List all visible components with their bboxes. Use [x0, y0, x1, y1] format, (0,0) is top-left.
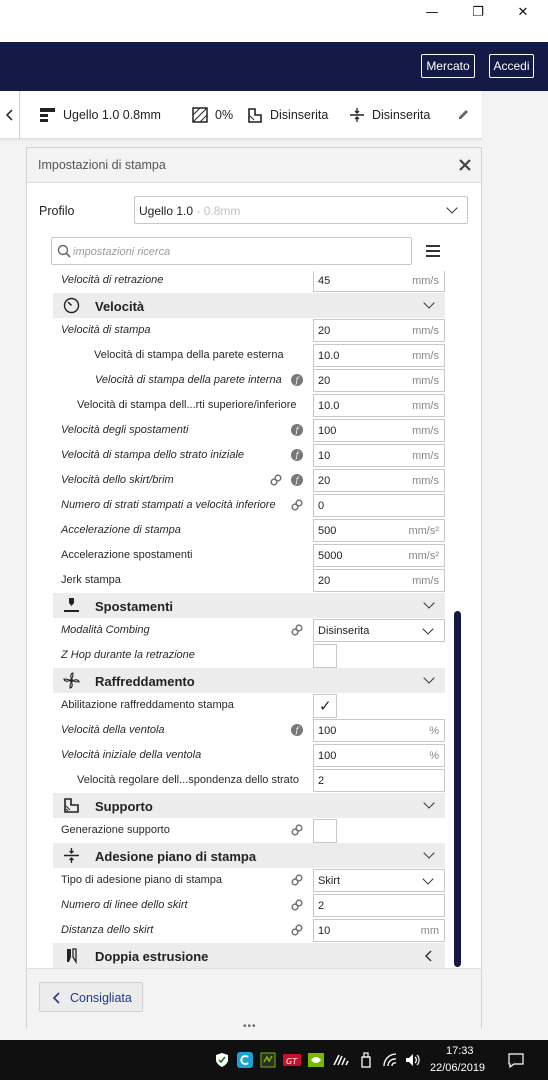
setting-label: Velocità dello skirt/brim [61, 474, 174, 486]
field-value: 10 [318, 450, 331, 462]
setting-label: Numero di linee dello skirt [61, 899, 188, 911]
chevron-down-icon [422, 873, 433, 884]
setting-label: Accelerazione di stampa [61, 524, 181, 536]
print-settings-panel [26, 147, 482, 1032]
settings-list[interactable] [27, 271, 481, 968]
panel-header [27, 148, 481, 183]
link-icon[interactable] [291, 499, 303, 511]
field-value: 5000 [318, 550, 343, 562]
print-setup-toolbar[interactable] [0, 91, 482, 139]
setting-row-initial-fan-speed[interactable] [53, 743, 445, 768]
field-value: 20 [318, 325, 331, 337]
function-icon[interactable]: f [291, 474, 303, 486]
close-panel-icon[interactable] [459, 159, 471, 171]
setting-row-inner-wall-speed[interactable] [53, 368, 445, 393]
link-icon[interactable] [270, 474, 282, 486]
link-icon[interactable] [291, 874, 303, 886]
field-value: Skirt [318, 875, 340, 887]
setting-row-cooling-enable[interactable] [53, 693, 445, 718]
field-value: 20 [318, 575, 331, 587]
profile-label: Profilo [39, 204, 75, 218]
zhop-checkbox[interactable] [313, 644, 337, 668]
print-speed-field[interactable] [313, 319, 445, 342]
setting-row-combing[interactable] [53, 618, 445, 643]
travel-acceleration-field[interactable] [313, 544, 445, 567]
close-icon: ✕ [517, 4, 529, 20]
setting-label: Velocità iniziale della ventola [61, 749, 202, 761]
category-label: Adesione piano di stampa [95, 849, 257, 864]
fan-speed-field[interactable] [313, 719, 445, 742]
setting-row-fan-speed[interactable] [53, 718, 445, 743]
search-icon [57, 244, 71, 258]
setting-row-initial-layer-speed[interactable] [53, 443, 445, 468]
setting-label: Velocità di retrazione [61, 274, 164, 286]
setting-row-skirt-speed[interactable] [53, 468, 445, 493]
field-unit: mm/s [412, 475, 439, 487]
setting-label: Velocità di stampa dello strato iniziale [61, 449, 245, 461]
infill-value: 0% [215, 108, 234, 122]
skirt-distance-field[interactable] [313, 919, 445, 942]
profile-sub-value: - 0.8mm [193, 204, 241, 218]
field-value: 45 [318, 275, 331, 287]
nvidia-experience-icon[interactable] [306, 1050, 326, 1070]
category-dual-extrusion[interactable] [53, 943, 445, 968]
field-value: Disinserita [318, 625, 370, 637]
chevron-down-icon [423, 297, 434, 308]
window-title-bar [0, 0, 548, 42]
setting-label: Velocità di stampa della parete interna [95, 374, 282, 386]
link-icon[interactable] [291, 824, 303, 836]
field-unit: mm/s [412, 400, 439, 412]
edit-pencil-icon[interactable] [457, 108, 470, 121]
setting-row-jerk[interactable] [53, 568, 445, 593]
chevron-down-icon [423, 672, 434, 683]
setting-label: Tipo di adesione piano di stampa [61, 874, 223, 886]
field-unit: % [429, 725, 439, 737]
category-support[interactable] [53, 793, 445, 818]
setting-label: Velocità regolare dell...spondenza dello strato [77, 774, 299, 786]
setting-label: Velocità di stampa della parete esterna [94, 349, 284, 361]
cooling-enable-checkbox[interactable] [313, 694, 337, 718]
setting-row-skirt-distance[interactable] [53, 918, 445, 943]
category-label: Doppia estrusione [95, 949, 209, 964]
panel-title: Impostazioni di stampa [38, 158, 166, 172]
chevron-down-icon [422, 623, 433, 634]
field-value: 20 [318, 475, 331, 487]
category-label: Supporto [95, 799, 153, 814]
slower-layers-field[interactable] [313, 494, 445, 517]
link-icon[interactable] [291, 624, 303, 636]
outer-wall-speed-field[interactable] [313, 344, 445, 367]
clock-time[interactable]: 17:33 [446, 1045, 474, 1057]
category-adhesion[interactable] [53, 843, 445, 868]
dual-extrusion-icon [63, 947, 80, 964]
category-cooling[interactable] [53, 668, 445, 693]
field-unit: mm/s [412, 275, 439, 287]
setting-row-adhesion-type[interactable] [53, 868, 445, 893]
field-value: 0 [318, 500, 325, 512]
setting-row-print-acceleration[interactable] [53, 518, 445, 543]
minimize-button[interactable] [409, 0, 455, 24]
field-unit: mm/s² [408, 525, 439, 537]
search-placeholder: impostazioni ricerca [73, 246, 171, 258]
support-icon [247, 107, 263, 123]
gpu-tweak-icon[interactable] [282, 1050, 302, 1070]
checkmark-icon: ✓ [319, 697, 332, 715]
setting-label: Z Hop durante la retrazione [61, 649, 195, 661]
ccleaner-icon[interactable] [235, 1050, 255, 1070]
wifi-icon[interactable] [380, 1050, 400, 1070]
field-value: 100 [318, 725, 337, 737]
nozzle-icon [40, 107, 56, 123]
field-unit: mm/s [412, 450, 439, 462]
usb-drive-icon[interactable] [356, 1050, 376, 1070]
jerk-field[interactable] [313, 569, 445, 592]
setting-label: Velocità degli spostamenti [61, 424, 189, 436]
category-label: Raffreddamento [95, 674, 195, 689]
category-label: Velocità [95, 299, 145, 314]
chevron-down-icon [423, 597, 434, 608]
setting-row-regular-fan-layer[interactable] [53, 768, 445, 793]
field-value: 2 [318, 900, 325, 912]
setting-row-print-speed[interactable] [53, 318, 445, 343]
setting-label: Velocità di stampa dell...rti superiore/inferiore [77, 399, 297, 411]
settings-scrollbar[interactable] [454, 611, 461, 967]
field-unit: mm/s [412, 350, 439, 362]
login-button[interactable] [489, 54, 534, 78]
chevron-down-icon [446, 202, 457, 213]
setting-row-zhop[interactable] [53, 643, 445, 668]
setting-label: Velocità di stampa [61, 324, 151, 336]
setting-label: Abilitazione raffreddamento stampa [61, 699, 234, 711]
travel-speed-field[interactable] [313, 419, 445, 442]
profile-value: Ugello 1.0 [139, 204, 194, 218]
field-value: 20 [318, 375, 331, 387]
volume-icon[interactable] [403, 1050, 423, 1070]
collapse-toolbar-button[interactable] [0, 91, 20, 139]
adhesion-icon [349, 107, 365, 123]
profile-dropdown[interactable] [134, 196, 468, 224]
link-icon[interactable] [291, 899, 303, 911]
adhesion-value: Disinserita [372, 108, 431, 122]
infill-icon [192, 107, 208, 123]
setting-label: Velocità della ventola [61, 724, 165, 736]
category-travel[interactable] [53, 593, 445, 618]
login-label: Accedi [493, 59, 530, 73]
adhesion-indicator[interactable] [349, 91, 430, 139]
setting-row-topbottom-speed[interactable] [53, 393, 445, 418]
chevron-down-icon [423, 847, 434, 858]
setting-row-slower-layers[interactable] [53, 493, 445, 518]
speedometer-icon [63, 297, 80, 314]
field-value: 10.0 [318, 350, 340, 362]
travel-icon [63, 597, 80, 614]
setting-row-retraction-speed[interactable] [53, 271, 445, 293]
setting-row-support-generation[interactable] [53, 818, 445, 843]
corsair-icon[interactable] [331, 1050, 351, 1070]
notifications-icon[interactable] [506, 1050, 526, 1070]
infill-indicator[interactable] [192, 91, 233, 139]
retraction-speed-field[interactable] [313, 271, 445, 292]
field-unit: mm/s² [408, 550, 439, 562]
setting-label: Numero di strati stampati a velocità inferiore [61, 499, 276, 511]
function-icon[interactable]: f [291, 374, 303, 386]
topbottom-speed-field[interactable] [313, 394, 445, 417]
setting-row-travel-acceleration[interactable] [53, 543, 445, 568]
setting-row-travel-speed[interactable] [53, 418, 445, 443]
app-header [0, 42, 548, 91]
field-value: 500 [318, 525, 337, 537]
field-value: 10.0 [318, 400, 340, 412]
adhesion-icon [63, 847, 80, 864]
field-unit: mm/s [412, 575, 439, 587]
category-label: Spostamenti [95, 599, 174, 614]
link-icon[interactable] [291, 924, 303, 936]
field-unit: mm [420, 925, 439, 937]
function-icon[interactable]: f [291, 724, 303, 736]
regular-fan-layer-field[interactable] [313, 769, 445, 792]
fan-icon [63, 672, 80, 689]
settings-search-input[interactable] [51, 237, 412, 265]
nozzle-label: Ugello 1.0 0.8mm [63, 108, 161, 122]
adhesion-type-dropdown[interactable] [313, 869, 445, 892]
setting-label: Modalità Combing [61, 624, 150, 636]
setting-row-skirt-lines[interactable] [53, 893, 445, 918]
field-value: 100 [318, 750, 337, 762]
minimize-icon: — [425, 4, 439, 20]
support-icon [63, 797, 80, 814]
nvidia-icon[interactable] [258, 1050, 278, 1070]
resize-grip-handle[interactable]: ••• [243, 1021, 257, 1032]
settings-visibility-menu-icon[interactable] [426, 245, 440, 257]
close-window-button[interactable] [500, 0, 546, 24]
setting-label: Jerk stampa [61, 574, 121, 586]
nozzle-selector[interactable] [40, 91, 161, 139]
defender-icon[interactable] [212, 1050, 232, 1070]
skirt-speed-field[interactable] [313, 469, 445, 492]
print-acceleration-field[interactable] [313, 519, 445, 542]
field-value: 2 [318, 775, 325, 787]
clock-date[interactable]: 22/06/2019 [430, 1062, 486, 1074]
inner-wall-speed-field[interactable] [313, 369, 445, 392]
setting-label: Generazione supporto [61, 824, 170, 836]
chevron-left-icon [6, 109, 14, 121]
initial-layer-speed-field[interactable] [313, 444, 445, 467]
field-value: 10 [318, 925, 331, 937]
marketplace-label: Mercato [426, 59, 470, 73]
chevron-left-icon [53, 992, 61, 1004]
profile-value-wrap [139, 204, 240, 218]
field-unit: mm/s [412, 325, 439, 337]
setting-label: Accelerazione spostamenti [61, 549, 193, 561]
setting-row-outer-wall-speed[interactable] [53, 343, 445, 368]
combing-dropdown[interactable] [313, 619, 445, 642]
skirt-lines-field[interactable] [313, 894, 445, 917]
maximize-icon: ❐ [472, 4, 484, 20]
field-unit: mm/s [412, 375, 439, 387]
chevron-left-icon [425, 950, 433, 962]
support-value: Disinserita [270, 108, 329, 122]
recommended-mode-button[interactable] [39, 982, 143, 1012]
function-icon[interactable]: f [291, 424, 303, 436]
field-value: 100 [318, 425, 337, 437]
support-indicator[interactable] [247, 91, 328, 139]
svg-text:GT: GT [286, 1057, 298, 1066]
initial-fan-speed-field[interactable] [313, 744, 445, 767]
windows-taskbar [0, 1040, 548, 1080]
maximize-button[interactable] [455, 0, 501, 24]
panel-footer [27, 968, 481, 1028]
setting-label: Distanza dello skirt [61, 924, 154, 936]
field-unit: % [429, 750, 439, 762]
recommended-label: Consigliata [70, 991, 132, 1005]
field-unit: mm/s [412, 425, 439, 437]
chevron-down-icon [423, 797, 434, 808]
marketplace-button[interactable] [421, 54, 475, 78]
support-generation-checkbox[interactable] [313, 819, 337, 843]
function-icon[interactable]: f [291, 449, 303, 461]
category-speed[interactable] [53, 293, 445, 318]
